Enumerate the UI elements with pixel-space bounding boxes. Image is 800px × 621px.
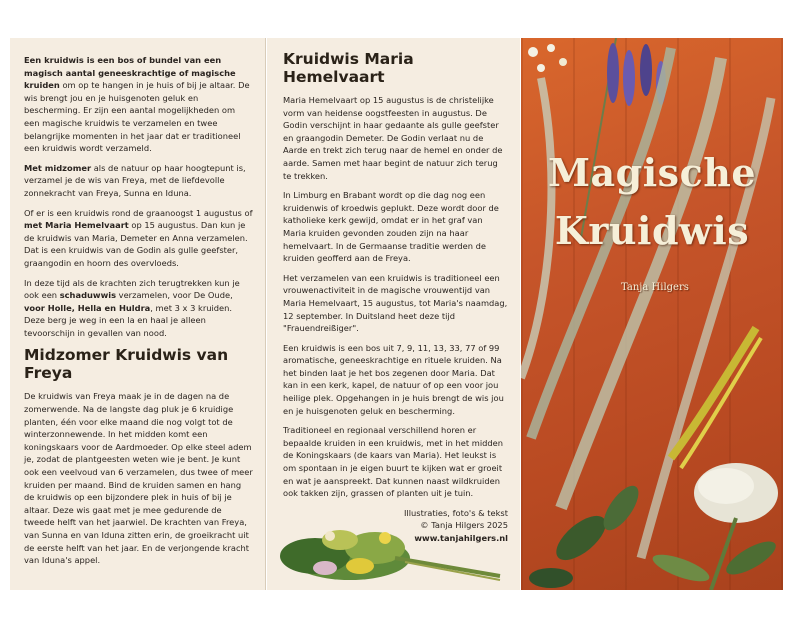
cover-panel bbox=[521, 38, 783, 590]
maria-paragraph-1: Maria Hemelvaart op 15 augustus is de christelijke vorm van heidense oogstfeesten in augustus. De Godin verschijnt in haar gedaante als gulle geefster en graangodin Demeter. De Godin verlaat nu de Aarde en trekt zich terug naar de hemel en onder de aarde. Samen met haar begint de natuur zich terug te trekken. bbox=[283, 95, 503, 181]
cover-title-line-1: Magische bbox=[547, 150, 757, 195]
cover-title-line-2: Kruidwis bbox=[554, 208, 750, 253]
maria-heading: Kruidwis Maria Hemelvaart bbox=[283, 50, 414, 86]
maria-paragraph-5: Traditioneel en regionaal verschillend horen er bepaalde kruiden in een kruidwis, met in het midden de Koningskaars (de kaars van Maria). Het leukst is om spontaan in je eigen buurt te kijken wat er groeit en wat je aanspreekt. Dat kunnen naast wildkruiden ook takken zijn, grassen of planten uit je tuin. bbox=[283, 425, 504, 499]
maria-paragraph-4: Een kruidwis is een bos uit 7, 9, 11, 13, 33, 77 of 99 aromatische, geneeskrachtige en rituele kruiden. Na het binden laat je het bos zegenen door Maria. Dat kan in een kerk, kapel, de natuur of op een voor jou heilige plek. Opgehangen in je huis brengt de wis jou en je huisgenoten geluk en bescherming. bbox=[283, 342, 504, 416]
maria-paragraph-3: Het verzamelen van een kruidwis is traditioneel een vrouwenactiviteit in de magische vrouwentijd van Maria Hemelvaart, 15 augustus, tot Maria's naamdag, 12 september. In Duitsland heet deze tijd "Frauendreißiger". bbox=[283, 272, 508, 334]
credit-line-1: Illustraties, foto's & tekst bbox=[403, 507, 508, 518]
cover-author: Tanja Hilgers bbox=[621, 282, 689, 293]
panel-middle bbox=[267, 38, 520, 590]
credit-line-2: © Tanja Hilgers 2025 bbox=[420, 520, 508, 531]
intro-paragraph-1: Een kruidwis is een bos of bundel van een magisch aantal geneeskrachtige of magische kruiden om op te hangen in je huis of bij je altaar. De wis brengt jou en je huisgenoten geluk en bescherming. Er zijn een aantal mogelijkheden om een magische kruidwis te verzamelen en twee belangrijke momenten in het jaar dat er traditioneel een kruidwis wordt verzameld. bbox=[24, 55, 250, 154]
intro-paragraph-3: Of er is een kruidwis rond de graanoogst 1 augustus of met Maria Hemelvaart op 15 augustus. Dan kun je de kruidwis van Maria, Demeter en Anna verzamelen. Dat is een kruidwis van de Godin als gulle geefster, graangodin en hoorn des overvloeds. bbox=[24, 207, 253, 268]
credit-url[interactable]: www.tanjahilgers.nl bbox=[414, 533, 508, 543]
herbs-photo bbox=[521, 38, 783, 590]
intro-paragraph-4: In deze tijd als de krachten zich terugtrekken kun je ook een schaduwwis verzamelen, voor De Oude, voor Holle, Hella en Huldra, met 3 x 3 kruiden. Deze berg je weg in een la en haal je alleen tevoorschijn in gevallen van nood. bbox=[24, 277, 240, 338]
maria-paragraph-2: In Limburg en Brabant wordt op die dag nog een kruidenwis of kroedwis geplukt. Deze wordt door de katholieke kerk gewijd, omdat er in het graf van Maria kruiden gevonden zouden zijn na haar hemelvaart. In de Germaanse traditie werden de kruiden geofferd aan de Freya. bbox=[283, 190, 499, 264]
freya-heading: Midzomer Kruidwis van Freya bbox=[24, 346, 229, 383]
panel-left bbox=[10, 38, 266, 590]
herb-bundle-illustration bbox=[255, 518, 505, 588]
freya-paragraph: De kruidwis van Freya maak je in de dagen na de zomerwende. Na de langste dag pluk je 6 kruidige planten, één voor elke maand die nog volgt tot de winterzonnewende. In het midden komt een koningskaars voor de Aardmoeder. Op elke steel adem je, zodat de plantgeesten weten wie je bent. Je kunt ook een veelvoud van 6 verzamelen, dus twee of meer kruiden per maand. Bind de kruiden samen en hang de kruidwis op een bijzondere plek in huis of bij je altaar. Deze wis gaat met je mee gedurende de tweede helft van het jaarwiel. De krachten van Freya, van Sunna en van Iduna zitten erin, de groeikracht uit de eerste helft van het jaar. En de verjongende kracht van Iduna's appel. bbox=[24, 391, 253, 566]
intro-paragraph-2: Met midzomer als de natuur op haar hoogtepunt is, verzamel je de wis van Freya, met de liefdevolle zonnekracht van Freya, Sunna en Iduna. bbox=[24, 162, 246, 198]
